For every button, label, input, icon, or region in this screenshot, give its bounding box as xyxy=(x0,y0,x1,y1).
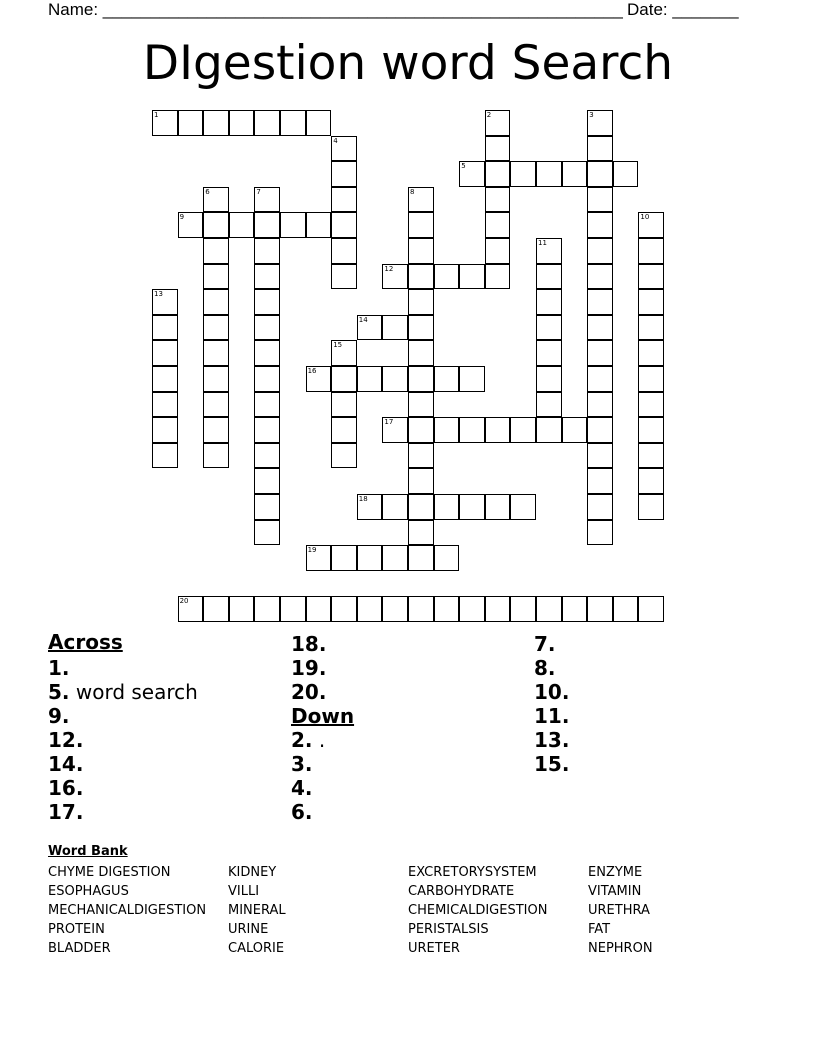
down-clue-13 xyxy=(534,728,569,752)
crossword-cell[interactable] xyxy=(203,187,229,213)
crossword-cell[interactable] xyxy=(536,340,562,366)
word-bank-item: MINERAL xyxy=(228,903,286,918)
crossword-cell[interactable] xyxy=(459,366,485,392)
clue-number: 5. xyxy=(48,680,70,704)
crossword-cell[interactable] xyxy=(280,110,306,136)
clue-number: 14. xyxy=(48,752,84,776)
crossword-cell[interactable] xyxy=(152,366,178,392)
crossword-cell[interactable] xyxy=(254,366,280,392)
crossword-cell[interactable] xyxy=(562,161,588,187)
crossword-cell[interactable] xyxy=(382,545,408,571)
crossword-cell[interactable] xyxy=(408,494,434,520)
clue-number: 3. xyxy=(291,752,313,776)
crossword-cell[interactable] xyxy=(587,468,613,494)
crossword-cell[interactable] xyxy=(203,110,229,136)
clue-number: 10. xyxy=(534,680,570,704)
crossword-cell[interactable] xyxy=(485,161,511,187)
crossword-cell[interactable] xyxy=(382,264,408,290)
crossword-cell[interactable] xyxy=(638,443,664,469)
word-bank-item: EXCRETORYSYSTEM xyxy=(408,865,537,880)
crossword-cell[interactable] xyxy=(408,289,434,315)
clue-number: 4. xyxy=(291,776,313,800)
crossword-cell[interactable] xyxy=(434,494,460,520)
crossword-cell[interactable] xyxy=(587,238,613,264)
crossword-cell[interactable] xyxy=(254,212,280,238)
crossword-cell[interactable] xyxy=(408,417,434,443)
crossword-cell[interactable] xyxy=(203,340,229,366)
clue-text: word search xyxy=(69,680,198,704)
crossword-cell[interactable] xyxy=(459,494,485,520)
down-clue-6 xyxy=(291,800,354,824)
clue-number: 8. xyxy=(534,656,556,680)
cell-number: 6 xyxy=(205,187,210,196)
word-bank-item: URETHRA xyxy=(588,903,650,918)
crossword-cell[interactable] xyxy=(587,596,613,622)
crossword-cell[interactable] xyxy=(306,212,332,238)
crossword-cell[interactable] xyxy=(331,161,357,187)
crossword-cell[interactable] xyxy=(587,494,613,520)
clue-number: 12. xyxy=(48,728,84,752)
word-bank-item: PERISTALSIS xyxy=(408,922,489,937)
crossword-cell[interactable] xyxy=(152,315,178,341)
crossword-cell[interactable] xyxy=(408,315,434,341)
cell-number: 4 xyxy=(333,136,338,145)
word-bank-item: VILLI xyxy=(228,884,260,899)
crossword-cell[interactable] xyxy=(587,289,613,315)
word-bank-item: URINE xyxy=(228,922,269,937)
crossword-cell[interactable] xyxy=(306,596,332,622)
crossword-cell[interactable] xyxy=(536,392,562,418)
word-bank-item: URETER xyxy=(408,941,460,956)
crossword-cell[interactable] xyxy=(638,417,664,443)
crossword-cell[interactable] xyxy=(152,392,178,418)
crossword-cell[interactable] xyxy=(587,315,613,341)
crossword-cell[interactable] xyxy=(203,315,229,341)
crossword-cell[interactable] xyxy=(178,110,204,136)
crossword-cell[interactable] xyxy=(203,443,229,469)
crossword-cell[interactable] xyxy=(203,596,229,622)
crossword-cell[interactable] xyxy=(331,545,357,571)
crossword-cell[interactable] xyxy=(459,596,485,622)
crossword-cell[interactable] xyxy=(408,596,434,622)
crossword-cell[interactable] xyxy=(459,417,485,443)
crossword-cell[interactable] xyxy=(638,238,664,264)
crossword-cell[interactable] xyxy=(536,366,562,392)
down-clue-2 xyxy=(291,728,354,752)
clue-number: 18. xyxy=(291,632,327,656)
crossword-cell[interactable] xyxy=(587,520,613,546)
crossword-cell[interactable] xyxy=(331,366,357,392)
crossword-cell[interactable] xyxy=(331,264,357,290)
crossword-cell[interactable] xyxy=(638,366,664,392)
crossword-cell[interactable] xyxy=(587,136,613,162)
crossword-cell[interactable] xyxy=(254,340,280,366)
crossword-cell[interactable] xyxy=(638,212,664,238)
clue-number: 17. xyxy=(48,800,84,824)
date-field-label: Date: _______ xyxy=(627,0,739,19)
page-title: DIgestion word Search xyxy=(142,36,674,91)
clue-text: . xyxy=(312,728,326,752)
down-clue-11 xyxy=(534,704,569,728)
crossword-cell[interactable] xyxy=(254,289,280,315)
crossword-cell[interactable] xyxy=(408,392,434,418)
crossword-cell[interactable] xyxy=(562,596,588,622)
clue-number: 15. xyxy=(534,752,570,776)
crossword-cell[interactable] xyxy=(254,443,280,469)
crossword-cell[interactable] xyxy=(408,340,434,366)
across-clue-17 xyxy=(48,800,198,824)
cell-number: 3 xyxy=(589,111,594,119)
crossword-cell[interactable] xyxy=(408,238,434,264)
across-clue-20 xyxy=(291,680,354,704)
clue-number: 7. xyxy=(534,632,556,656)
crossword-cell[interactable] xyxy=(510,417,536,443)
crossword-cell[interactable] xyxy=(203,238,229,264)
crossword-cell[interactable] xyxy=(638,315,664,341)
crossword-cell[interactable] xyxy=(587,340,613,366)
across-clue-12 xyxy=(48,728,198,752)
crossword-cell[interactable] xyxy=(254,520,280,546)
crossword-cell[interactable] xyxy=(254,238,280,264)
crossword-cell[interactable] xyxy=(587,187,613,213)
crossword-cell[interactable] xyxy=(587,417,613,443)
word-bank-item: CARBOHYDRATE xyxy=(408,884,515,899)
crossword-cell[interactable] xyxy=(434,596,460,622)
crossword-cell[interactable] xyxy=(613,596,639,622)
crossword-cell[interactable] xyxy=(408,264,434,290)
word-bank-item: MECHANICALDIGESTION xyxy=(48,903,207,918)
across-clue-14 xyxy=(48,752,198,776)
crossword-cell[interactable] xyxy=(382,366,408,392)
crossword-cell[interactable] xyxy=(331,417,357,443)
down-clue-7 xyxy=(534,632,569,656)
clue-number: 1. xyxy=(48,656,70,680)
crossword-cell[interactable] xyxy=(536,264,562,290)
crossword-cell[interactable] xyxy=(638,289,664,315)
crossword-cell[interactable] xyxy=(459,264,485,290)
clue-number: 9. xyxy=(48,704,70,728)
crossword-cell[interactable] xyxy=(203,417,229,443)
crossword-cell[interactable] xyxy=(485,264,511,290)
crossword-cell[interactable] xyxy=(485,136,511,162)
word-bank-item: BLADDER xyxy=(48,941,111,956)
crossword-cell[interactable] xyxy=(638,340,664,366)
word-bank-column-2 xyxy=(228,863,286,958)
cell-number: 18 xyxy=(358,495,368,503)
crossword-cell[interactable] xyxy=(562,417,588,443)
clue-column-2 xyxy=(291,632,354,824)
crossword-cell[interactable] xyxy=(152,417,178,443)
word-bank-item: ESOPHAGUS xyxy=(48,884,129,899)
crossword-cell[interactable] xyxy=(510,596,536,622)
cell-number: 19 xyxy=(307,546,317,555)
crossword-cell[interactable] xyxy=(254,110,280,136)
crossword-cell[interactable] xyxy=(331,443,357,469)
crossword-cell[interactable] xyxy=(203,392,229,418)
crossword-cell[interactable] xyxy=(408,468,434,494)
word-bank-item: CHYME DIGESTION xyxy=(48,865,171,880)
word-bank-item: PROTEIN xyxy=(48,922,105,937)
crossword-cell[interactable] xyxy=(203,366,229,392)
word-bank-item: VITAMIN xyxy=(588,884,642,899)
down-clue-8 xyxy=(534,656,569,680)
crossword-cell[interactable] xyxy=(485,187,511,213)
crossword-cell[interactable] xyxy=(331,187,357,213)
crossword-cell[interactable] xyxy=(178,212,204,238)
cell-number: 15 xyxy=(333,341,343,350)
crossword-cell[interactable] xyxy=(357,315,383,341)
crossword-cell[interactable] xyxy=(638,494,664,520)
crossword-cell[interactable] xyxy=(587,264,613,290)
down-clue-3 xyxy=(291,752,354,776)
crossword-cell[interactable] xyxy=(459,161,485,187)
crossword-cell[interactable] xyxy=(434,545,460,571)
across-clue-9 xyxy=(48,704,198,728)
cell-number: 2 xyxy=(486,111,492,119)
crossword-cell[interactable] xyxy=(587,366,613,392)
crossword-cell[interactable] xyxy=(587,161,613,187)
crossword-cell[interactable] xyxy=(280,212,306,238)
crossword-cell[interactable] xyxy=(587,443,613,469)
clue-number: 19. xyxy=(291,656,327,680)
word-bank-column-1 xyxy=(48,863,206,958)
crossword-cell[interactable] xyxy=(382,494,408,520)
down-clue-10 xyxy=(534,680,569,704)
crossword-cell[interactable] xyxy=(178,596,204,622)
cell-number: 13 xyxy=(154,290,163,299)
crossword-cell[interactable] xyxy=(485,212,511,238)
crossword-cell[interactable] xyxy=(306,545,332,571)
down-heading: Down xyxy=(291,704,355,728)
crossword-cell[interactable] xyxy=(408,187,434,213)
name-field-label: Name: _______________________________________________________ xyxy=(48,0,623,19)
crossword-cell[interactable] xyxy=(152,443,178,469)
crossword-cell[interactable] xyxy=(536,315,562,341)
clue-column-3 xyxy=(534,632,569,776)
across-clue-18 xyxy=(291,632,354,656)
crossword-cell[interactable] xyxy=(434,417,460,443)
crossword-cell[interactable] xyxy=(485,110,511,136)
crossword-cell[interactable] xyxy=(485,494,511,520)
crossword-cell[interactable] xyxy=(254,392,280,418)
crossword-cell[interactable] xyxy=(331,238,357,264)
clue-column-1 xyxy=(48,628,198,824)
crossword-cell[interactable] xyxy=(203,212,229,238)
cell-number: 10 xyxy=(640,213,650,222)
crossword-cell[interactable] xyxy=(254,494,280,520)
cell-number: 5 xyxy=(461,162,466,171)
across-clue-19 xyxy=(291,656,354,680)
crossword-cell[interactable] xyxy=(254,315,280,341)
clue-number: 11. xyxy=(534,704,570,728)
down-clue-15 xyxy=(534,752,569,776)
crossword-cell[interactable] xyxy=(357,596,383,622)
crossword-cell[interactable] xyxy=(536,238,562,264)
word-bank-item: KIDNEY xyxy=(228,865,277,880)
crossword-cell[interactable] xyxy=(331,340,357,366)
crossword-cell[interactable] xyxy=(382,315,408,341)
crossword-cell[interactable] xyxy=(254,264,280,290)
crossword-cell[interactable] xyxy=(229,212,255,238)
crossword-cell[interactable] xyxy=(357,494,383,520)
crossword-cell[interactable] xyxy=(613,161,639,187)
cell-number: 16 xyxy=(307,367,317,375)
crossword-cell[interactable] xyxy=(485,417,511,443)
crossword-cell[interactable] xyxy=(536,161,562,187)
crossword-cell[interactable] xyxy=(229,596,255,622)
cell-number: 14 xyxy=(358,315,368,324)
crossword-cell[interactable] xyxy=(587,392,613,418)
crossword-cell[interactable] xyxy=(152,289,178,315)
crossword-cell[interactable] xyxy=(331,212,357,238)
crossword-cell[interactable] xyxy=(408,545,434,571)
crossword-cell[interactable] xyxy=(587,212,613,238)
cell-number: 12 xyxy=(384,264,394,273)
across-clue-1 xyxy=(48,656,198,680)
crossword-cell[interactable] xyxy=(357,545,383,571)
clue-number: 13. xyxy=(534,728,570,752)
across-heading: Across xyxy=(48,630,123,654)
crossword-cell[interactable] xyxy=(203,264,229,290)
crossword-cell[interactable] xyxy=(357,366,383,392)
clue-number: 2. xyxy=(291,728,313,752)
across-clue-5 xyxy=(48,680,198,704)
word-bank-item: ENZYME xyxy=(588,865,643,880)
down-clue-4 xyxy=(291,776,354,800)
crossword-cell[interactable] xyxy=(331,392,357,418)
crossword-cell[interactable] xyxy=(510,161,536,187)
cell-number: 7 xyxy=(256,187,261,196)
crossword-cell[interactable] xyxy=(152,340,178,366)
crossword-cell[interactable] xyxy=(536,596,562,622)
crossword-cell[interactable] xyxy=(254,417,280,443)
across-clue-16 xyxy=(48,776,198,800)
crossword-cell[interactable] xyxy=(485,238,511,264)
crossword-cell[interactable] xyxy=(229,110,255,136)
crossword-cell[interactable] xyxy=(638,468,664,494)
crossword-cell[interactable] xyxy=(280,596,306,622)
crossword-cell[interactable] xyxy=(638,392,664,418)
cell-number: 20 xyxy=(179,597,189,606)
crossword-cell[interactable] xyxy=(331,136,357,162)
word-bank-item: FAT xyxy=(588,922,611,937)
crossword-cell[interactable] xyxy=(434,366,460,392)
cell-number: 9 xyxy=(179,213,185,222)
crossword-cell[interactable] xyxy=(510,494,536,520)
crossword-cell[interactable] xyxy=(382,596,408,622)
cell-number: 1 xyxy=(154,111,159,119)
crossword-cell[interactable] xyxy=(434,264,460,290)
crossword-cell[interactable] xyxy=(306,366,332,392)
crossword-cell[interactable] xyxy=(254,187,280,213)
crossword-cell[interactable] xyxy=(408,366,434,392)
crossword-cell[interactable] xyxy=(382,417,408,443)
crossword-cell[interactable] xyxy=(152,110,178,136)
clue-number: 20. xyxy=(291,680,327,704)
crossword-cell[interactable] xyxy=(306,110,332,136)
crossword-cell[interactable] xyxy=(638,596,664,622)
word-bank-item: CALORIE xyxy=(228,941,285,956)
crossword-cell[interactable] xyxy=(254,468,280,494)
cell-number: 11 xyxy=(538,239,547,247)
crossword-cell[interactable] xyxy=(254,596,280,622)
crossword-cell[interactable] xyxy=(408,443,434,469)
crossword-cell[interactable] xyxy=(408,520,434,546)
clue-number: 16. xyxy=(48,776,84,800)
crossword-cell[interactable] xyxy=(536,417,562,443)
crossword-cell[interactable] xyxy=(638,264,664,290)
crossword-cell[interactable] xyxy=(408,212,434,238)
word-bank-item: CHEMICALDIGESTION xyxy=(408,903,548,918)
word-bank-column-3 xyxy=(408,863,547,958)
word-bank-column-4 xyxy=(588,863,653,958)
clue-number: 6. xyxy=(291,800,313,824)
crossword-cell[interactable] xyxy=(536,289,562,315)
word-bank-item: NEPHRON xyxy=(588,941,653,956)
word-bank-title: Word Bank xyxy=(48,844,128,859)
cell-number: 17 xyxy=(384,418,394,427)
crossword-cell[interactable] xyxy=(331,596,357,622)
crossword-cell[interactable] xyxy=(485,596,511,622)
crossword-cell[interactable] xyxy=(587,110,613,136)
cell-number: 8 xyxy=(410,187,415,196)
crossword-cell[interactable] xyxy=(203,289,229,315)
